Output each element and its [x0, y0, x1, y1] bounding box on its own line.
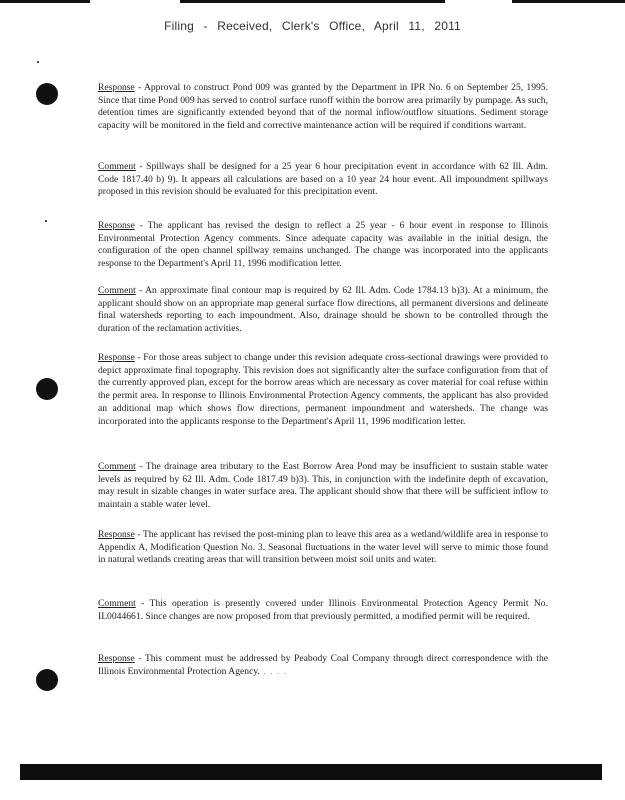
paragraph-text: - The applicant has revised the post-mining plan to leave this area as a wetland/wildlife area in response to Appendix A, Modification Question No. 3. Seasonal fluctuations in the water level will serve to mimic those found in natural wetlands creating areas that will transition between moist soil units and water. — [98, 529, 548, 566]
paragraph-comment-npdes-permit — [98, 598, 548, 623]
paragraph-keyword: Comment — [98, 161, 136, 172]
paragraph-response-peabody — [98, 653, 548, 678]
paragraph-comment-contour-map — [98, 285, 548, 336]
scan-edge-mark — [180, 0, 445, 3]
paragraph-text: - This comment must be addressed by Peabody Coal Company through direct correspondence with the Illinois Environmental Protection Agency. — [98, 653, 548, 677]
paragraph-comment-spillways — [98, 161, 548, 199]
punch-hole-middle — [36, 378, 58, 400]
punch-hole-top — [36, 83, 58, 105]
paragraph-keyword: Response — [98, 653, 135, 664]
paragraph-text: - For those areas subject to change under this revision adequate cross-sectional drawings were provided to depict approximate final topography. This revision does not significantly alter the surface configuration from that of the currently approved plan, except for the borrow areas which are necessary as cover material for coal refuse within the permit area. In response to Illinois Environmental Protection Agency comments, the applicant has also provided an additional map which shows flow directions, permanent impoundment and watersheds. The change was incorporated into the applicants response to the Department's April 11, 1996 modification letter. — [98, 352, 548, 427]
paragraph-text: - The applicant has revised the design to reflect a 25 year - 6 hour event in response to Illinois Environmental Protection Agency comments. Since adequate capacity was available in the initial design, the configuration of the open channel spillway remains unchanged. The change was incorporated into the applicants response to the Department's April 11, 1996 modification letter. — [98, 220, 548, 270]
paragraph-text: - This operation is presently covered under Illinois Environmental Protection Agency Permit No. IL0044661. Since changes are now proposed from that previously permitted, a modified permit will be required. — [98, 598, 548, 622]
paragraph-response-cross-sections — [98, 352, 548, 428]
paragraph-keyword: Comment — [98, 285, 136, 296]
paragraph-keyword: Response — [98, 220, 135, 231]
paragraph-comment-borrow-pond — [98, 461, 548, 512]
paragraph-keyword: Response — [98, 82, 135, 93]
trailing-marks: . . . . — [259, 665, 288, 677]
paragraph-text: - Spillways shall be designed for a 25 year 6 hour precipitation event in accordance with 62 Ill. Adm. Code 1817.40 b) 9). It appears all calculations are based on a 10 year 24 hour event. All impoundment spillways proposed in this revision should be evaluated for this precipitation event. — [98, 161, 548, 198]
paragraph-keyword: Comment — [98, 598, 136, 609]
paragraph-text: - Approval to construct Pond 009 was granted by the Department in IPR No. 6 on September 25, 1995. Since that time Pond 009 has served to control surface runoff within the borrow area primarily by pumpage. As such, detention times are significantly extended beyond that of the normal inflow/outflow situations. Sediment storage capacity will be monitored in the field and corrective maintenance action will be required if conditions warrant. — [98, 82, 548, 132]
paragraph-text: - The drainage area tributary to the East Borrow Area Pond may be insufficient to sustain stable water levels as required by 62 Ill. Adm. Code 1817.49 b)3). This, in conjunction with the indefinite depth of excavation, may result in sizable changes in water surface area. The applicant should show that there will be sufficient inflow to maintain a stable water level. — [98, 461, 548, 511]
filing-stamp-header: Filing - Received, Clerk's Office, April 11, 2011 — [164, 19, 461, 33]
paragraph-response-wetland — [98, 529, 548, 567]
scan-edge-mark — [512, 0, 625, 3]
paragraph-response-pond-009 — [98, 82, 548, 133]
paragraph-response-spillway-design — [98, 220, 548, 271]
scan-speck — [37, 61, 39, 63]
paragraph-keyword: Response — [98, 529, 135, 540]
scan-bottom-bar — [20, 764, 602, 780]
punch-hole-bottom — [36, 669, 58, 691]
paragraph-keyword: Comment — [98, 461, 136, 472]
scan-edge-mark — [0, 0, 90, 3]
paragraph-text: - An approximate final contour map is required by 62 Ill. Adm. Code 1784.13 b)3). At a minimum, the applicant should show on an appropriate map general surface flow directions, all permanent diversions and delineate final watersheds reporting to each impoundment. Also, drainage should be shown to be controlled through the duration of the reclamation activities. — [98, 285, 548, 335]
scan-speck — [45, 220, 47, 222]
paragraph-keyword: Response — [98, 352, 135, 363]
